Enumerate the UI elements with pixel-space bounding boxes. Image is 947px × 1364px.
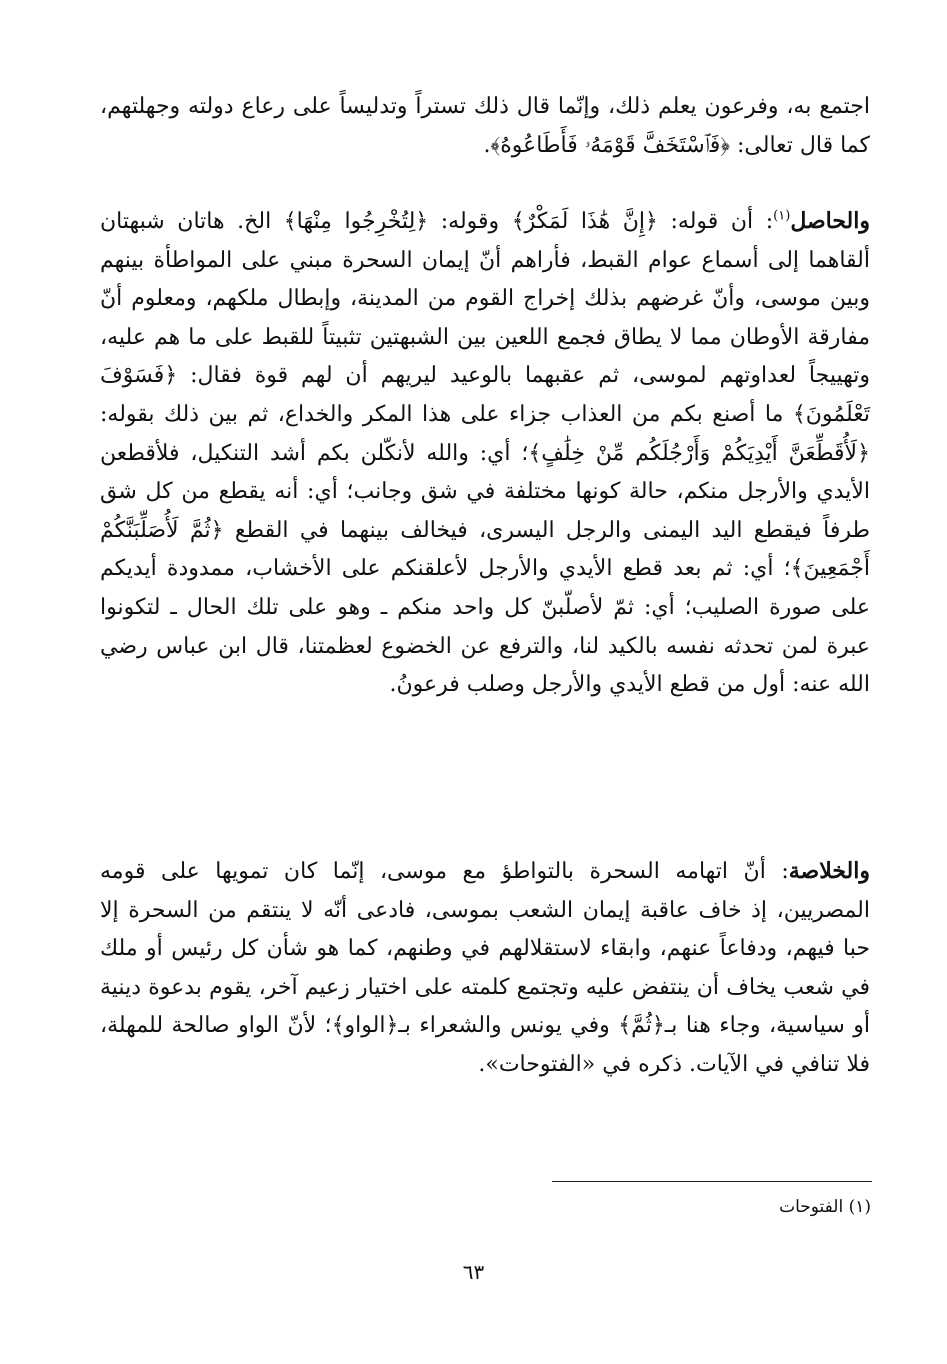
footnote-text: الفتوحات [779,1197,844,1217]
paragraph-1-text: اجتمع به، وفرعون يعلم ذلك، وإنّما قال ذلك تستراً وتدليساً على رعاع دولته وجهلتهم، كما قال تعالى: ﴿فَٱسْتَخَفَّ قَوْمَهُۥ فَأَطَاعُوهُ﴾. [100,94,870,158]
page-number: ٦٣ [462,1260,485,1284]
paragraph-1 [100,88,870,165]
paragraph-3-term: والخلاصة [788,858,870,884]
paragraph-2 [100,202,870,705]
paragraph-2-term: والحاصل [790,208,870,234]
footnote [779,1195,871,1219]
footnote-marker: (١) [848,1197,871,1217]
footnote-reference[interactable]: (١) [773,208,791,224]
paragraph-3 [100,852,870,1085]
paragraph-3-text: : أنّ اتهامه السحرة بالتواطؤ مع موسى، إنّما كان تمويها على قومه المصريين، إذ خاف عاقبة إيمان الشعب بموسى، فادعى أنّه لا ينتقم من السحرة إلا حبا فيهم، ودفاعاً عنهم، وابقاء لاستقلالهم في وطنهم، كما هو شأن كل رئيس أو ملك في شعب يخاف أن ينتفض عليه وتجتمع كلمته على اختيار زعيم آخر، يقوم بدعوة دينية أو سياسية، وجاء هنا بـ﴿ثُمَّ﴾ وفي يونس والشعراء بـ﴿الواو﴾؛ لأنّ الواو صالحة للمهلة، فلا تنافي في الآيات. ذكره في «الفتوحات». [100,859,870,1077]
paragraph-2-text: : أن قوله: ﴿إِنَّ هَٰذَا لَمَكْرٌ﴾ وقوله: ﴿لِتُخْرِجُوا مِنْهَا﴾ الخ. هاتان شبهتان ألقاهما إلى أسماع عوام القبط، فأراهم أنّ إيمان السحرة مبني على المواطأة بينهم وبين موسى، وأنّ غرضهم بذلك إخراج القوم من المدينة، وإبطال ملكهم، ومعلوم أنّ مفارقة الأوطان مما لا يطاق فجمع اللعين بين الشبهتين تثبيتاً للقبط على ما هم عليه، وتهييجاً لعداوتهم لموسى، ثم عقبهما بالوعيد ليريهم أن لهم قوة فقال: ﴿فَسَوْفَ تَعْلَمُونَ﴾ ما أصنع بكم من العذاب جزاء على هذا المكر والخداع، ثم بين ذلك بقوله: ﴿لَأُقَطِّعَنَّ أَيْدِيَكُمْ وَأَرْجُلَكُم مِّنْ خِلَٰفٍ﴾؛ أي: والله لأنكّلن بكم أشد التنكيل، فلأقطعن الأيدي والأرجل منكم، حالة كونها مختلفة في شق وجانب؛ أي: أنه يقطع من كل شق طرفاً فيقطع اليد اليمنى والرجل اليسرى، فيخالف بينهما في القطع ﴿ثُمَّ لَأُصَلِّبَنَّكُمْ أَجْمَعِينَ﴾؛ أي: ثم بعد قطع الأيدي والأرجل لأعلقنكم على الأخشاب، ممدودة أيديكم على صورة الصليب؛ أي: ثمّ لأصلّبنّ كل واحد منكم ـ وهو على تلك الحال ـ لتكونوا عبرة لمن تحدثه نفسه بالكيد لنا، والترفع عن الخضوع لعظمتنا، قال ابن عباس رضي الله عنه: أول من قطع الأيدي والأرجل وصلب فرعونُ. [100,209,870,698]
footnote-divider [552,1181,872,1182]
